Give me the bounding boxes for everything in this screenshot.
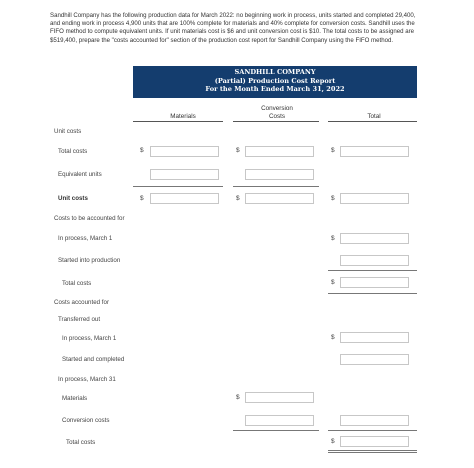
ending-in-process-total-input[interactable] [340, 415, 409, 426]
total-unit-costs-input[interactable] [340, 193, 409, 204]
label-in-process-march-31: In process, March 31 [58, 376, 116, 383]
column-header-total: Total [367, 113, 381, 120]
separator-line [133, 186, 223, 187]
label-total-costs: Total costs [58, 148, 88, 155]
report-header [133, 66, 417, 98]
dollar-sign: $ [331, 438, 335, 445]
transferred-in-process-march1-input[interactable] [340, 332, 409, 343]
dollar-sign: $ [331, 147, 335, 154]
label-transferred-out: Transferred out [58, 316, 101, 323]
column-header-materials: Materials [170, 113, 196, 120]
header-underline-total [328, 121, 417, 122]
started-into-production-total-input[interactable] [340, 255, 409, 266]
report-period: For the Month Ended March 31, 2022 [205, 85, 345, 94]
label-started-into-production: Started into production [58, 257, 121, 264]
header-underline-conversion [233, 121, 319, 122]
dollar-sign: $ [236, 147, 240, 154]
label-equivalent-units: Equivalent units [58, 171, 102, 178]
label-transferred-in-process-march-1: In process, March 1 [62, 335, 117, 342]
label-in-process-march-1: In process, March 1 [58, 235, 113, 242]
in-process-march1-total-input[interactable] [340, 233, 409, 244]
separator-line [328, 450, 417, 451]
materials-unit-costs-input[interactable] [150, 193, 219, 204]
ending-conversion-input[interactable] [245, 415, 314, 426]
total-total-costs-input[interactable] [340, 146, 409, 157]
separator-line [233, 186, 319, 187]
label-costs-to-be-accounted-for: Costs to be accounted for [54, 215, 125, 222]
label-unit-costs: Unit costs [58, 195, 88, 202]
ending-materials-input[interactable] [245, 392, 314, 403]
dollar-sign: $ [331, 235, 335, 242]
conversion-equivalent-units-input[interactable] [245, 169, 314, 180]
separator-line [328, 293, 417, 294]
header-underline-materials [133, 121, 223, 122]
separator-line [328, 270, 417, 271]
company-name: SANDHILL COMPANY [234, 68, 316, 76]
label-started-and-completed: Started and completed [62, 356, 125, 363]
dollar-sign: $ [331, 195, 335, 202]
dollar-sign: $ [140, 147, 144, 154]
conversion-unit-costs-input[interactable] [245, 193, 314, 204]
separator-line [328, 430, 417, 431]
label-costs-accounted-for: Costs accounted for [54, 299, 110, 306]
label-unit-costs-section: Unit costs [54, 128, 82, 135]
separator-line [328, 452, 417, 453]
materials-total-costs-input[interactable] [150, 146, 219, 157]
dollar-sign: $ [331, 279, 335, 286]
column-header-conversion [242, 105, 312, 121]
total-costs-accounted-input[interactable] [340, 436, 409, 447]
problem-statement: Sandhill Company has the following production data for March 2022: no beginning work in process, units started and completed 29,400, and ending work in process 4,900 units that are 100% complete for materials and 40% complete for conversion costs. Sandhill uses the FIFO method to compute equivalent units. If unit materials cost is $6 and unit conversion cost is $10. The total costs to be assigned are $519,400, prepare the "costs accounted for" section of the production cost report for Sandhill Company using the FIFO method. [50, 12, 416, 44]
label-ending-conversion-costs: Conversion costs [62, 417, 110, 424]
dollar-sign: $ [236, 394, 240, 401]
label-ending-materials: Materials [62, 395, 88, 402]
label-total-costs-accounted: Total costs [66, 439, 96, 446]
conversion-total-costs-input[interactable] [245, 146, 314, 157]
started-and-completed-input[interactable] [340, 354, 409, 365]
total-costs-to-account-input[interactable] [340, 277, 409, 288]
dollar-sign: $ [140, 195, 144, 202]
report-subtitle: (Partial) Production Cost Report [214, 76, 336, 85]
dollar-sign: $ [331, 334, 335, 341]
column-header-conversion-line2: Costs [268, 113, 286, 120]
dollar-sign: $ [236, 195, 240, 202]
column-header-conversion-line1: Conversion [261, 105, 293, 112]
separator-line [233, 430, 319, 431]
materials-equivalent-units-input[interactable] [150, 169, 219, 180]
label-total-costs-to-account: Total costs [62, 280, 92, 287]
